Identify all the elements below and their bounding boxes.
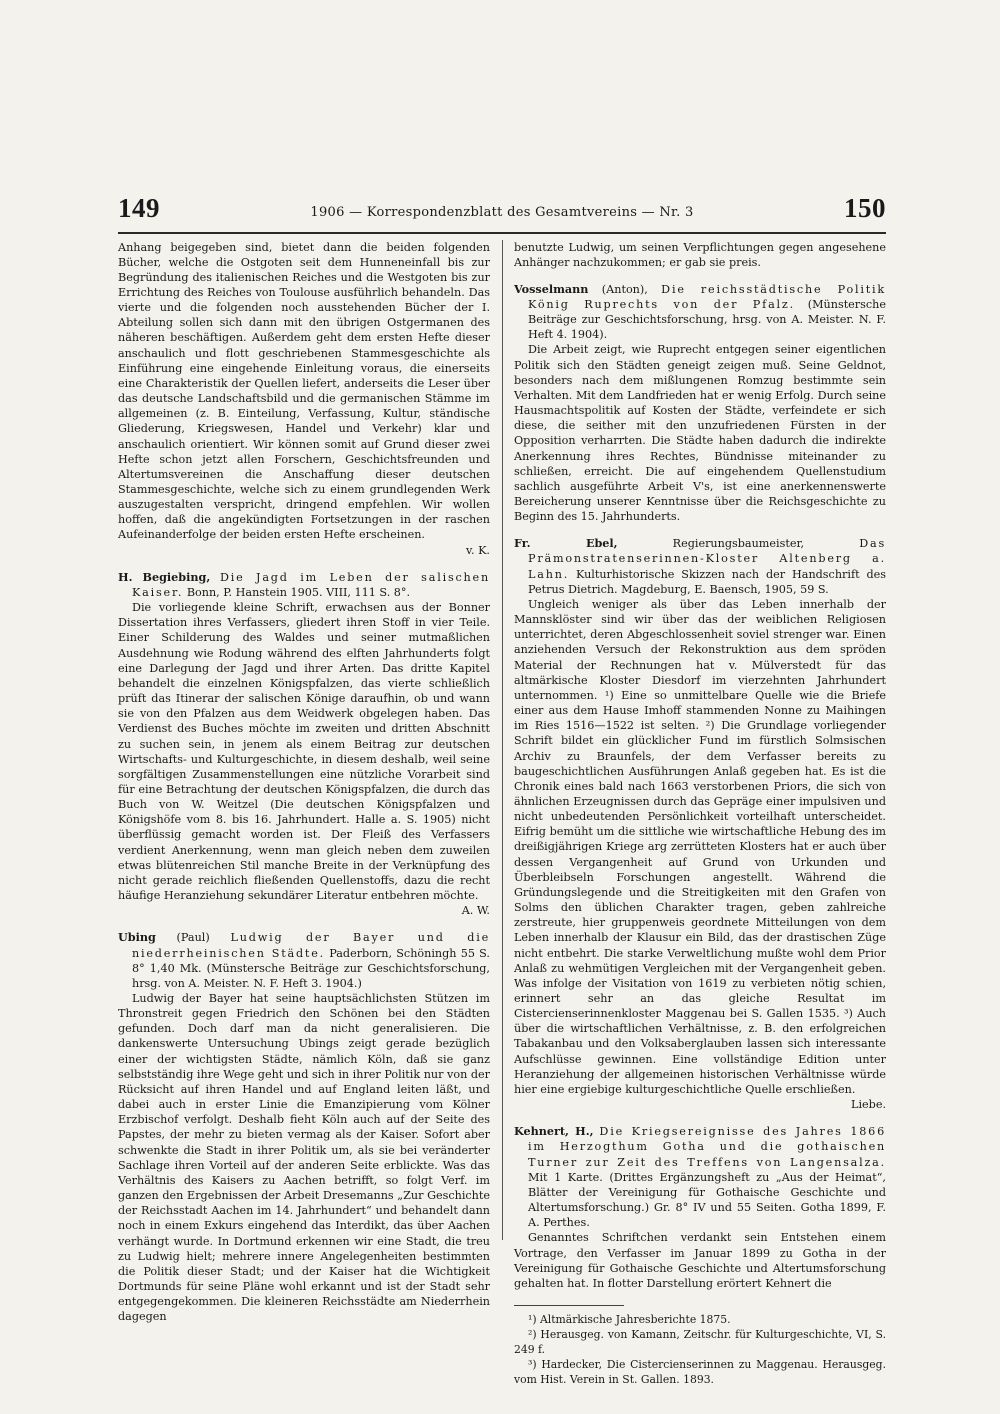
review-ubing [118, 930, 490, 1324]
newspaper-page [118, 186, 887, 1386]
review-heading [118, 930, 490, 991]
review-author: H. Begiebing, [118, 569, 211, 584]
review-text: Die Arbeit zeigt, wie Ruprecht entgegen seiner eigentlichen Politik sich den Städten geneigt zeigen muß. Seine Geldnot, besonders nach dem mißlungenen Romzug bestimmte sein Verhalten. Mit dem Landfrieden hat er wenig Erfolg. Durch seine Hausmachtspolitik auf Kosten der Städte, verfeindete er sich diese, die seither mit den unzufriedenen Fürsten in der Opposition verharrten. Die Städte haben dadurch die indirekte Anerkennung ihres Rechtes, Bündnisse miteinander zu schließen, erreicht. Die auf eingehendem Quellenstudium sachlich ausgeführte Arbeit V's, ist eine anerkennenswerte Bereicherung unserer Kenntnisse über die Reichsgeschichte zu Beginn des 15. Jahrhunderts. [514, 343, 886, 524]
review-publication: Paderborn, Schöningh 55 S. 8° 1,40 Mk. (Münstersche Beiträge zur Geschichtsforschung, hrsg. von A. Meister. N. F. Heft 3. 1904.) [132, 946, 490, 990]
review-text: Ludwig der Bayer hat seine hauptsächlichsten Stützen im Thronstreit gegen Friedrich den Schönen bei den Städten gefunden. Doch darf man da nicht generalisieren. Die dankenswerte Untersuchung Ubings zeigt gerade bezüglich einer der wichtigsten Städte, nämlich Köln, daß sie ganz selbstständig ihre Wege geht und sich in ihrer Politik nur von der Rücksicht auf ihren Handel und auf England leiten läßt, und dabei auch in erster Linie die Emanzipierung vom Kölner Erzbischof verfolgt. Deshalb fieht Köln auch auf der Seite des Papstes, der mehr zu bieten vermag als der Kaiser. Sofort aber schwenkte die Stadt in ihrer Politik um, als sie bei veränderter Sachlage ihren Vorteil auf der anderen Seite erblickte. Was das Verhältnis des Kaisers zu Aachen betrifft, so folgt Verf. im ganzen den Ergebnissen der Arbeit Dresemanns „Zur Geschichte der Reichsstadt Aachen im 14. Jahrhundert“ und behandelt dann noch in einem Exkurs eingehend das Interdikt, das über Aachen verhängt wurde. In Dortmund erkennen wir eine Stadt, die treu zu Ludwig hielt; mehrere innere Angelegenheiten bestimmten die Politik dieser Stadt; und der Kaiser hat die Wichtigkeit Dortmunds für seine Pläne wohl erkannt und ist der Stadt sehr entgegengekommen. Die kleineren Reichsstädte am Niederrhein dagegen [118, 992, 490, 1324]
review-publication: (Münstersche Beiträge zur Geschichtsforschung, hrsg. von A. Meister. N. F. Heft 4. 1904). [528, 297, 886, 342]
intro-paragraph: Anhang beigegeben sind, bietet dann die beiden folgenden Bücher, welche die Ostgoten seit dem Hunneneinfall bis zur Begründung des italienischen Reiches und die Westgoten bis zur Errichtung des Reiches von Toulouse ausführlich behandeln. Das vierte und die folgenden noch ausstehenden Bücher der I. Abteilung sollen sich dann mit den übrigen Ostgermanen des näheren beschäftigen. Außerdem geht dem ersten Hefte dieser anschaulich und flott geschriebenen Stammesgeschichte als Einführung eine eingehende Einleitung voraus, die einerseits eine Charakteristik der Quellen liefert, anderseits die Leser über das deutsche Landschaftsbild und die germanischen Stämme im allgemeinen (z. B. Einteilung, Verfassung, Kultur, ständische Gliederung, Kriegswesen, Handel und Verkehr) klar und anschaulich orientiert. Wir können somit auf Grund dieser zwei Hefte schon jetzt allen Forschern, Geschichtsfreunden und Altertumsvereinen die Anschaffung dieser deutschen Stammesgeschichte, welche sich zu einem grundlegenden Werk auszugestalten verspricht, dringend empfehlen. Wir wollen hoffen, daß die angekündigten Fortsetzungen in der raschen Aufeinanderfolge der beiden ersten Hefte erscheinen. [118, 240, 490, 542]
review-text: Genanntes Schriftchen verdankt sein Entstehen einem Vortrage, den Verfasser im Januar 1899 zu Gotha in der Vereinigung für Gothaische Geschichte und Altertumsforschung gehalten hat. In flotter Darstellung erörtert Kehnert die [514, 1231, 886, 1290]
review-title: Die reichsstädtische Politik König Ruprechts von der Pfalz. [528, 282, 886, 311]
review-author: Kehnert, H., [514, 1124, 594, 1139]
review-author-role: Regierungsbaumeister, [672, 537, 805, 551]
intro-signature: v. K. [465, 543, 490, 557]
review-author: Ubing [118, 930, 156, 945]
left-column [118, 240, 490, 1360]
page-number-right: 150 [844, 193, 886, 223]
review-begiebing [118, 570, 490, 919]
page-header [118, 186, 886, 222]
review-text: Ungleich weniger als über das Leben innerhalb der Mannsklöster sind wir über das der weiblichen Religiosen unterrichtet, deren Abgeschlossenheit soviel strenger war. Einen anziehenden Versuch der Rekonstruktion aus dem spröden Material der Rechnungen hat v. Mülverstedt für das altmärkische Kloster Diesdorf im vierzehnten Jahrhundert unternommen. ¹) Eine so unmittelbare Quelle wie die Briefe einer aus dem Hause Imhoff stammenden Nonne zu Maihingen im Ries 1516—1522 ist selten. ²) Die Grundlage vorliegender Schrift bildet ein glücklicher Fund im fürstlich Solmsischen Archiv zu Braunfels, der dem Verfasser bereits zu baugeschichtlichen Ausführungen Anlaß gegeben hat. Es ist die Chronik eines bald nach 1663 verstorbenen Priors, die sich von ähnlichen Erzeugnissen durch das Gepräge einer impulsiven und nicht unbedeutenden Persönlichkeit vorteilhaft unterscheidet. Eifrig bemüht um die sittliche wie wirtschaftliche Hebung des im dreißigjährigen Kriege arg zerrütteten Klosters hat er auch über dessen Vergangenheit auf Grund von Urkunden und Überbleibseln Forschungen angestellt. Während die Gründungslegende und die Streitigkeiten mit den Grafen von Solms den üblichen Charakter tragen, geben zahlreiche zerstreute, hier gruppenweis geordnete Mitteilungen von dem Leben innerhalb der Klausur ein Bild, das der drastischen Züge nicht entbehrt. Die starke Verweltlichung mußte wohl dem Prior Anlaß zu wehmütigen Vergleichen mit der Vergangenheit geben. Was infolge der Visitation von 1619 zu verbieten nötig schien, erinnert sehr an das gleiche Resultat im Cistercienserinnenkloster Maggenau bei S. Gallen 1535. ³) Auch über die wirtschaftlichen Verhältnisse, z. B. den erfolgreichen Tabakanbau und den Volksaberglauben lassen sich interessante Aufschlüsse gewinnen. Eine vollständige Edition unter Heranziehung der allgemeinen historischen Verhältnisse würde hier eine ergiebige kulturgeschichtliche Quelle erschließen. [514, 597, 886, 1096]
footnotes [514, 1312, 886, 1387]
review-heading [514, 536, 886, 597]
review-publication: Mit 1 Karte. (Drittes Ergänzungsheft zu „Aus der Heimat“, Blätter der Vereinigung für Gothaische Geschichte und Altertumsforschung.) Gr. 8° IV und 55 Seiten. Gotha 1899, F. A. Perthes. [528, 1170, 886, 1230]
review-author: Fr. Ebel, [514, 536, 618, 551]
running-title: 1906 — Korrespondenzblatt des Gesamtvereins — Nr. 3 [310, 205, 694, 220]
header-rule [118, 232, 886, 234]
review-author: Vosselmann [514, 281, 589, 296]
footnote-rule [514, 1305, 624, 1306]
page-number-left: 149 [118, 193, 160, 223]
review-title: Ludwig der Bayer und die niederrheinischen Städte. [132, 931, 491, 960]
column-divider [502, 240, 503, 1240]
review-heading [514, 282, 886, 343]
review-text: Die vorliegende kleine Schrift, erwachsen aus der Bonner Dissertation ihres Verfassers, gliedert ihren Stoff in vier Teile. Einer Schilderung des Waldes und seiner mutmaßlichen Ausdehnung wie Rodung während des elften Jahrhunderts folgt eine Darlegung der Jagd und ihrer Arten. Das dritte Kapitel behandelt die einzelnen Königspfalzen, das vierte schließlich prüft das Itinerar der salischen Könige daraufhin, ob und wann sie von den Pfalzen aus dem Weidwerk obgelegen haben. Das Verdienst des Buches möchte im zweiten und dritten Abschnitt zu suchen sein, in jenem als einem Beitrag zur deutschen Wirtschafts- und Kulturgeschichte, in diesem deshalb, weil seine sorgfältigen Zusammenstellungen eine nützliche Vorarbeit sind für eine Betrachtung der deutschen Königspfalzen, die durch das Buch von W. Weitzel (Die deutschen Königspfalzen und Königshöfe vom 8. bis 16. Jahrhundert. Halle a. S. 1905) nicht überflüssig gemacht worden ist. Der Fleiß des Verfassers verdient Anerkennung, wenn man gleich neben dem zuweilen etwas blütenreichen Stil manche Breite in der Verknüpfung des nicht gerade reichlich fließenden Quellenstoffs, dazu die recht häufige Heranziehung sekundärer Literatur entbehren möchte. [118, 601, 490, 903]
review-publication: Bonn, P. Hanstein 1905. VIII, 111 S. 8°. [186, 585, 411, 599]
review-vosselmann [514, 282, 886, 525]
review-title: Die Jagd im Leben der salischen Kaiser. [132, 570, 490, 599]
review-kehnert [514, 1124, 886, 1291]
review-signature: A. W. [461, 904, 490, 918]
footnote: ³) Hardecker, Die Cistercienserinnen zu Maggenau. Herausgeg. vom Hist. Verein in St. Gallen. 1893. [514, 1357, 886, 1386]
two-column-body [118, 240, 887, 1386]
review-author-firstname: (Paul) [176, 931, 210, 945]
review-title: Das Prämonstratenserinnen-Kloster Altenberg a. Lahn. [528, 537, 887, 581]
continued-paragraph: benutzte Ludwig, um seinen Verpflichtungen gegen angesehene Anhänger nachzukommen; er gab sie preis. [514, 240, 886, 269]
footnote: ²) Herausgeg. von Kamann, Zeitschr. für Kulturgeschichte, VI, S. 249 f. [514, 1327, 886, 1356]
right-column [514, 240, 887, 1386]
review-signature: Liebe. [851, 1098, 886, 1112]
review-heading [118, 570, 490, 600]
review-heading [514, 1124, 886, 1230]
review-author-firstname: (Anton), [601, 282, 648, 296]
review-publication: Kulturhistorische Skizzen nach der Handschrift des Petrus Dietrich. Magdeburg, E. Baensch, 1905, 59 S. [528, 567, 886, 596]
footnote: ¹) Altmärkische Jahresberichte 1875. [528, 1312, 731, 1326]
review-ebel [514, 536, 886, 1112]
review-title: Die Kriegsereignisse des Jahres 1866 im Herzogthum Gotha und die gothaischen Turner zur Zeit des Treffens von Langensalza. [528, 1125, 887, 1169]
